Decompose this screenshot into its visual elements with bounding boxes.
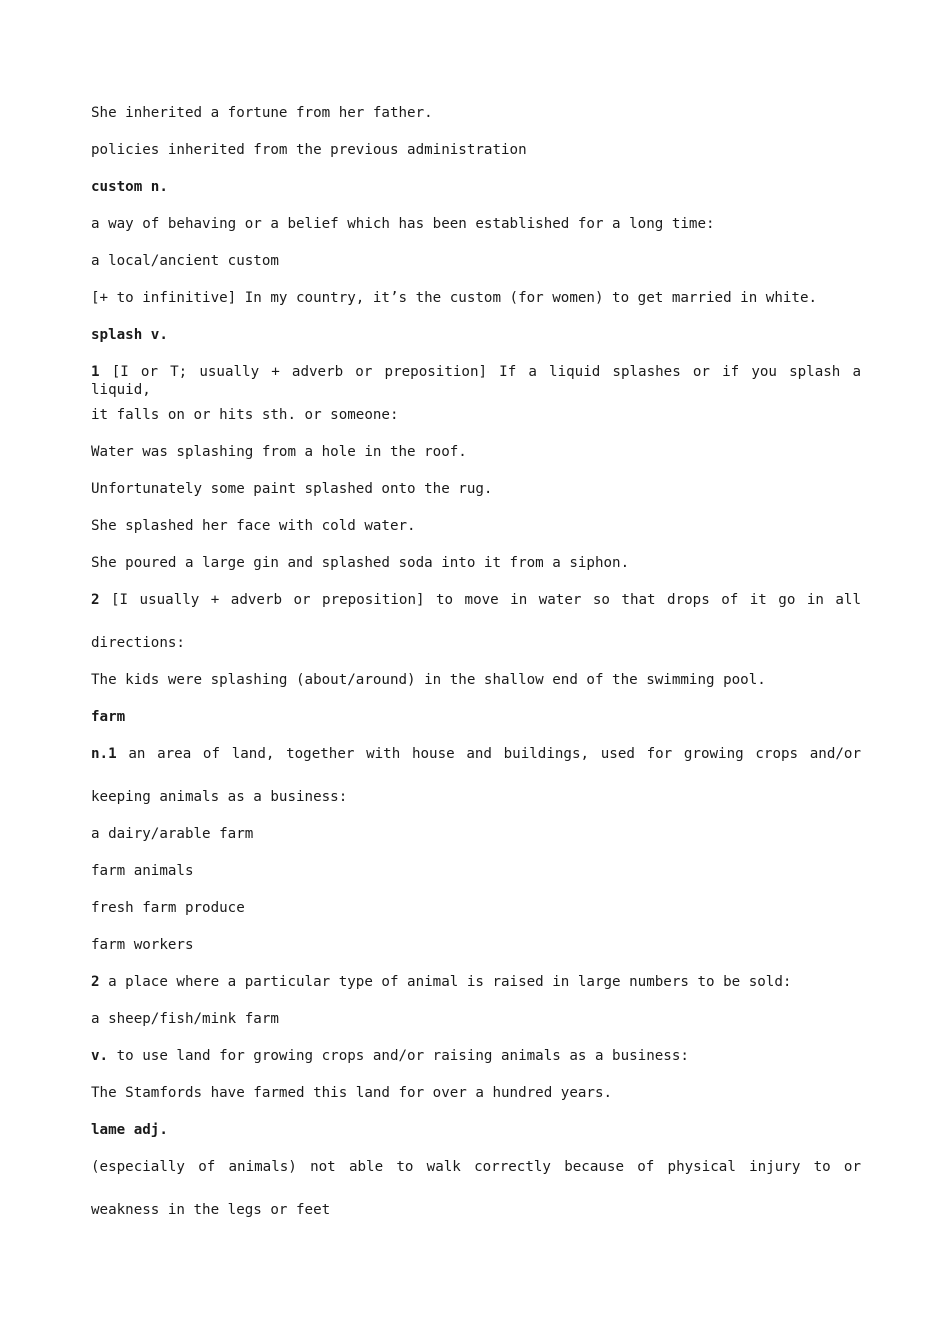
example-sentence: Water was splashing from a hole in the roof.: [91, 444, 467, 460]
example-sentence: The Stamfords have farmed this land for over a hundred years.: [91, 1085, 613, 1101]
example-sentence: She poured a large gin and splashed soda into it from a siphon.: [91, 555, 630, 571]
example-sentence: farm workers: [91, 937, 194, 953]
headword-splash: splash v.: [91, 327, 168, 343]
headword-lame: lame adj.: [91, 1122, 168, 1138]
example-sentence: policies inherited from the previous administration: [91, 142, 527, 158]
example-sentence: a local/ancient custom: [91, 253, 279, 269]
definition: 2 [I usually + adverb or preposition] to move in water so that drops of it go in all: [91, 592, 861, 608]
definition: v. to use land for growing crops and/or raising animals as a business:: [91, 1048, 689, 1064]
definition: (especially of animals) not able to walk correctly because of physical injury to or: [91, 1159, 861, 1175]
definition-continued: it falls on or hits sth. or someone:: [91, 407, 399, 423]
definition: 1 [I or T; usually + adverb or preposition] If a liquid splashes or if you splash a liquid,: [91, 364, 861, 398]
definition-continued: weakness in the legs or feet: [91, 1202, 331, 1218]
headword-custom: custom n.: [91, 179, 168, 195]
example-sentence: a sheep/fish/mink farm: [91, 1011, 279, 1027]
sense-number: 2: [91, 974, 100, 990]
definition-continued: directions:: [91, 635, 185, 651]
definition-continued: keeping animals as a business:: [91, 789, 348, 805]
headword-farm: farm: [91, 709, 126, 725]
sense-number: 1: [91, 364, 100, 380]
example-sentence: The kids were splashing (about/around) in the shallow end of the swimming pool.: [91, 672, 766, 688]
example-sentence: a dairy/arable farm: [91, 826, 254, 842]
part-of-speech: v.: [91, 1048, 109, 1064]
sense-number: 2: [91, 592, 100, 608]
example-sentence: farm animals: [91, 863, 194, 879]
definition: 2 a place where a particular type of animal is raised in large numbers to be sold:: [91, 974, 792, 990]
example-sentence: fresh farm produce: [91, 900, 245, 916]
example-sentence: [+ to infinitive] In my country, it’s the custom (for women) to get married in white.: [91, 290, 818, 306]
example-sentence: Unfortunately some paint splashed onto the rug.: [91, 481, 493, 497]
example-sentence: She splashed her face with cold water.: [91, 518, 416, 534]
sense-number: n.1: [91, 746, 117, 762]
definition: a way of behaving or a belief which has been established for a long time:: [91, 216, 715, 232]
definition: n.1 an area of land, together with house and buildings, used for growing crops and/or: [91, 746, 861, 762]
example-sentence: She inherited a fortune from her father.: [91, 105, 433, 121]
